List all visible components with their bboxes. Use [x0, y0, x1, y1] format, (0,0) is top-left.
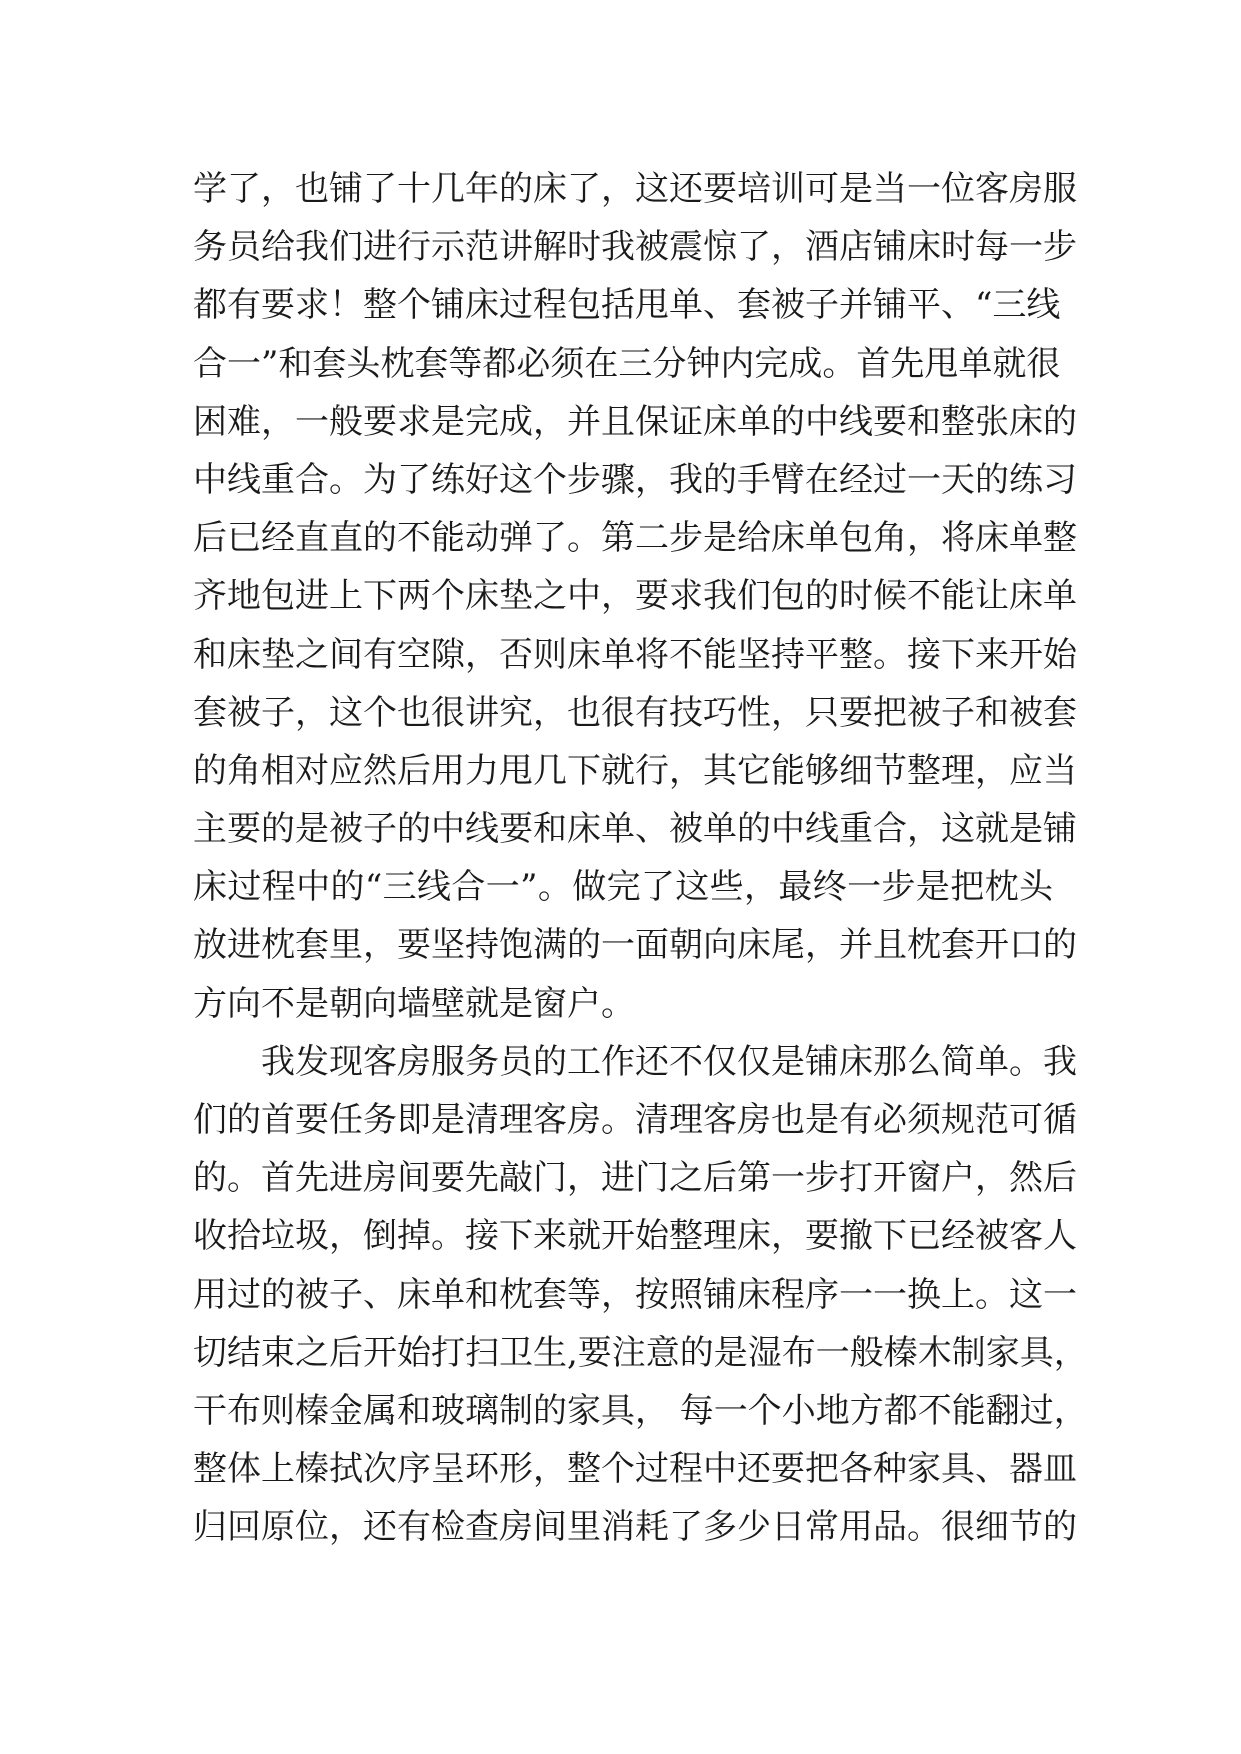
paragraph-start-line: 我发现客房服务员的工作还不仅仅是铺床那么简单。我 [261, 1041, 1077, 1082]
text-line: 切结束之后开始打扫卫生,要注意的是湿布一般榛木制家具， [193, 1332, 1088, 1373]
text-line: 中线重合。为了练好这个步骤，我的手臂在经过一天的练习 [193, 459, 1077, 500]
text-line: 整体上榛拭次序呈环形，整个过程中还要把各种家具、器皿 [193, 1449, 1077, 1490]
text-line: 床过程中的“三线合一”。做完了这些，最终一步是把枕头 [193, 867, 1053, 908]
body-text [193, 160, 1088, 1557]
text-line: 收拾垃圾，倒掉。接下来就开始整理床，要撤下已经被客人 [193, 1216, 1077, 1257]
text-line: 主要的是被子的中线要和床单、被单的中线重合，这就是铺 [193, 809, 1077, 850]
paragraph-end-line: 方向不是朝向墙壁就是窗户。 [193, 983, 635, 1024]
text-line: 放进枕套里，要坚持饱满的一面朝向床尾，并且枕套开口的 [193, 925, 1077, 966]
text-line: 合一”和套头枕套等都必须在三分钟内完成。首先甩单就很 [193, 343, 1061, 384]
text-line: 和床垫之间有空隙，否则床单将不能坚持平整。接下来开始 [193, 634, 1077, 675]
text-line: 套被子，这个也很讲究，也很有技巧性，只要把被子和被套 [193, 692, 1077, 733]
text-line: 们的首要任务即是清理客房。清理客房也是有必须规范可循 [193, 1100, 1077, 1140]
text-line: 后已经直直的不能动弹了。第二步是给床单包角，将床单整 [193, 518, 1077, 559]
text-line: 困难，一般要求是完成，并且保证床单的中线要和整张床的 [193, 401, 1077, 442]
text-line: 的。首先进房间要先敲门，进门之后第一步打开窗户，然后 [193, 1158, 1077, 1199]
text-line: 都有要求！整个铺床过程包括甩单、套被子并铺平、“三线 [193, 285, 1061, 326]
text-line: 的角相对应然后用力甩几下就行，其它能够细节整理，应当 [193, 750, 1077, 791]
text-line: 归回原位，还有检查房间里消耗了多少日常用品。很细节的 [193, 1507, 1077, 1548]
text-line: 用过的被子、床单和枕套等，按照铺床程序一一换上。这一 [193, 1274, 1077, 1315]
text-line: 学了，也铺了十几年的床了，这还要培训可是当一位客房服 [193, 169, 1077, 209]
text-line: 干布则榛金属和玻璃制的家具， 每一个小地方都不能翻过， [193, 1390, 1088, 1431]
text-line: 务员给我们进行示范讲解时我被震惊了，酒店铺床时每一步 [193, 227, 1077, 268]
text-line: 齐地包进上下两个床垫之中，要求我们包的时候不能让床单 [193, 576, 1077, 617]
